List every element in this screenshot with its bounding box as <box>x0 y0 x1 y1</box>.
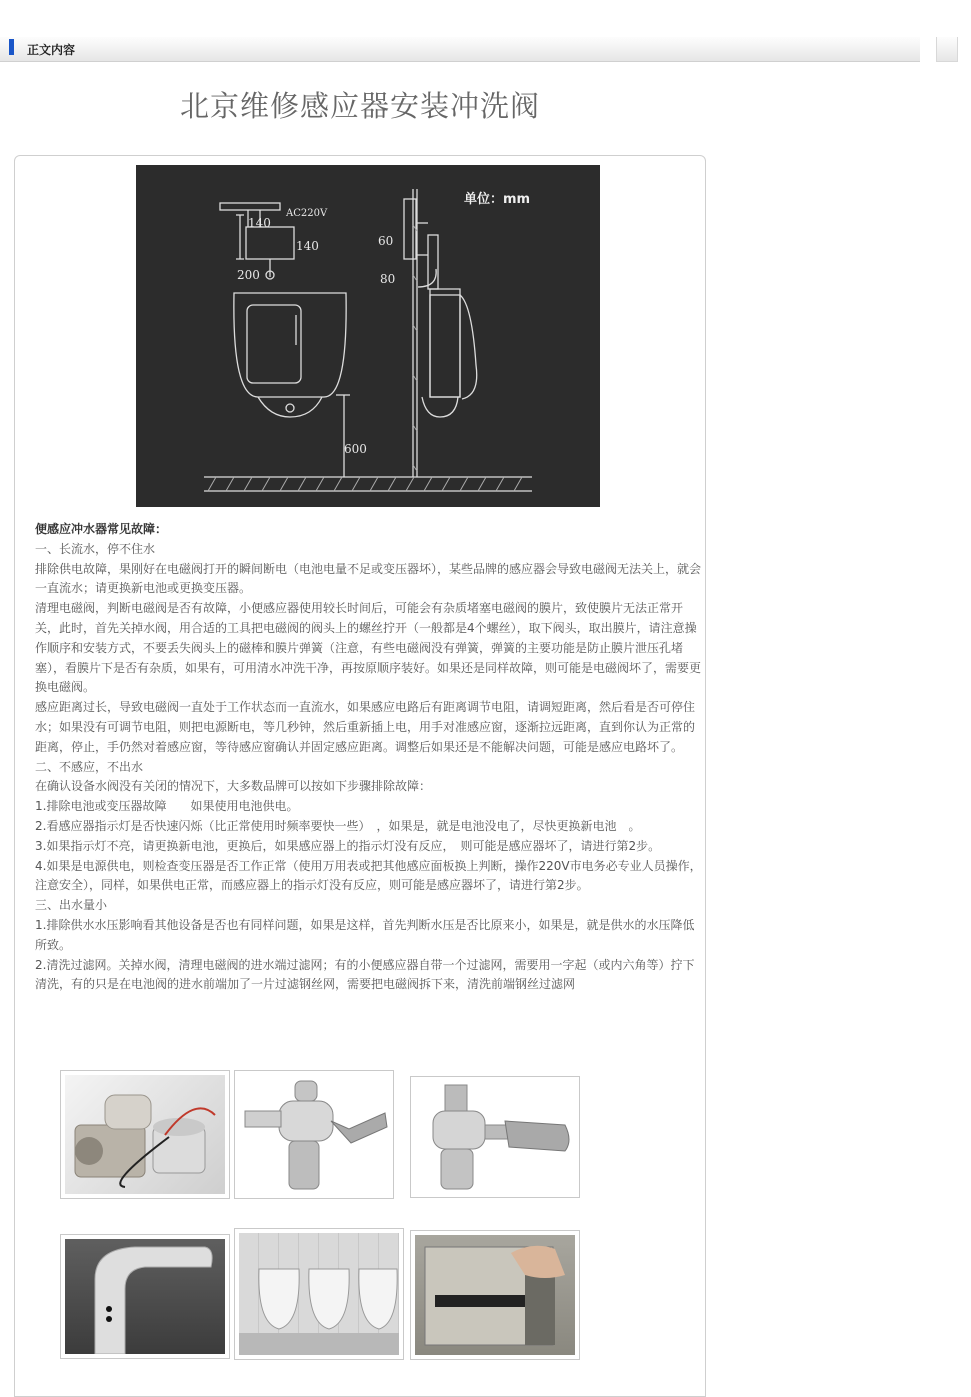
step-item: 3.如果指示灯不亮，请更换新电池，更换后，如果感应器上的指示灯没有反应， 则可能是感应器坏了，请进行第2步。 <box>35 838 661 853</box>
power-label: AC220V <box>286 208 328 219</box>
paragraph: 在确认设备水阀没有关闭的情况下，大多数品牌可以按如下步骤排除故障： <box>35 779 432 794</box>
page-title: 北京维修感应器安装冲洗阀 <box>180 89 541 123</box>
article-body <box>35 520 705 995</box>
dim-140-width: 140 <box>248 216 271 230</box>
urinals-photo <box>234 1228 404 1360</box>
tab-marker <box>9 39 14 55</box>
step-item: 2.看感应器指示灯是否快速闪烁（比正常使用时频率要快一些） ，如果是，就是电池没电了，尽快更换新电池 。 <box>35 818 641 833</box>
section-3-title: 三、出水量小 <box>35 898 108 913</box>
paragraph: 排除供电故障，果刚好在电磁阀打开的瞬间断电（电池电量不足或变压器坏），某些品牌的感应器会导致电磁阀无法关上，就会一直流水；请更换新电池或更换变压器。 <box>35 561 702 596</box>
installation-diagram <box>136 165 600 507</box>
tab-bar <box>0 37 920 62</box>
tab-label: 正文内容 <box>27 43 76 57</box>
unit-label: 单位：mm <box>464 192 531 207</box>
dim-60: 60 <box>378 234 394 248</box>
dim-140-height: 140 <box>296 239 319 253</box>
foot-flush-valve-photo <box>410 1076 580 1198</box>
tab-right-edge <box>936 37 958 62</box>
step-item: 4.如果是电源供电，则检查变压器是否工作正常（使用万用表或把其他感应面板换上判断，操作220V市电务必专业人员操作，注意安全），同样，如果供电正常，而感应器上的指示灯没有反应，则可能是感应器坏了，请进行第2步。 <box>35 858 702 893</box>
step-item: 1.排除电池或变压器故障 如果使用电池供电。 <box>35 799 299 814</box>
concealed-sensor-photo <box>410 1230 580 1360</box>
dim-600: 600 <box>344 442 367 456</box>
sensor-faucet-photo <box>60 1234 230 1359</box>
dim-200: 200 <box>237 268 260 282</box>
dim-80: 80 <box>380 272 396 286</box>
pedal-flush-valve-photo <box>234 1070 394 1199</box>
paragraph: 感应距离过长，导致电磁阀一直处于工作状态而一直流水，如果感应电路后有距离调节电阻，请调短距离，然后看是否可停住水；如果没有可调节电阻，则把电源断电，等几秒钟，然后重新插上电，用手对准感应窗，逐渐拉远距离，直到你认为正常的距离，停止，手仍然对着感应窗，等待感应窗确认并固定感应距离。调整后如果还是不能解决问题，可能是感应电路坏了。 <box>35 700 696 754</box>
article-heading: 便感应冲水器常见故障： <box>35 522 168 536</box>
paragraph: 清理电磁阀，判断电磁阀是否有故障，小便感应器使用较长时间后，可能会有杂质堵塞电磁阀的膜片，致使膜片无法正常开关，此时，首先关掉水阀，用合适的工具把电磁阀的阀头上的螺丝拧开（一般都是4个螺丝），取下阀头，取出膜片，请注意操作顺序和安装方式，不要丢失阀头上的磁棒和膜片弹簧（注意，有些电磁阀没有弹簧，弹簧的主要功能是防止膜片泄压孔堵塞），看膜片下是否有杂质，如果有，可用清水冲洗干净，再按原顺序装好。如果还是同样故障，则可能是电磁阀坏了，需要更换电磁阀。 <box>35 601 702 695</box>
section-1-title: 一、长流水，停不住水 <box>35 541 156 556</box>
section-2-title: 二、不感应，不出水 <box>35 759 144 774</box>
step-item: 2.清洗过滤网。关掉水阀，清理电磁阀的进水端过滤网；有的小便感应器自带一个过滤网，需要用一字起（或内六角等）拧下清洗，有的只是在电池阀的进水前端加了一片过滤钢丝网，需要把电磁阀拆下来，清洗前端钢丝过滤网 <box>35 957 695 992</box>
step-item: 1.排除供水水压影响看其他设备是否也有同样问题，如果是这样，首先判断水压是否比原来小，如果是，就是供水的水压降低所致。 <box>35 917 695 952</box>
solenoid-valve-photo <box>60 1070 230 1199</box>
